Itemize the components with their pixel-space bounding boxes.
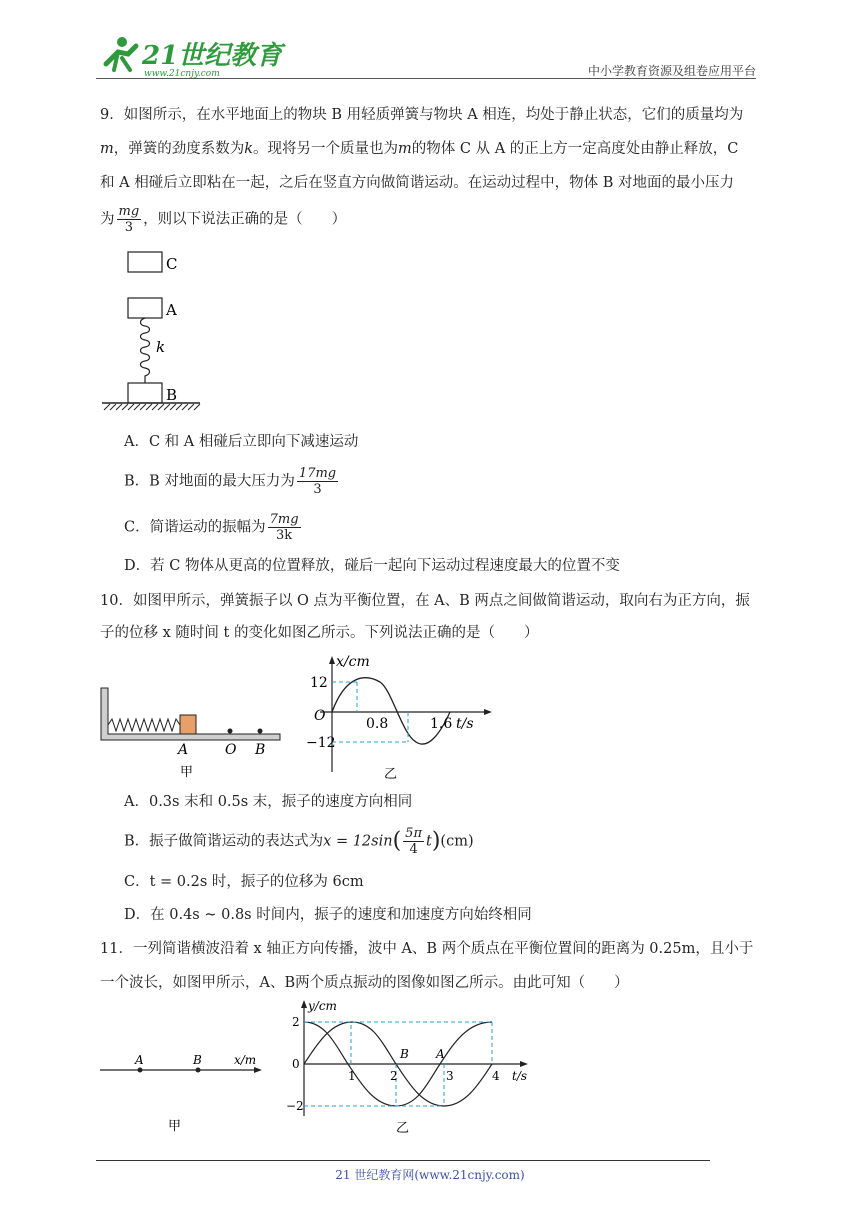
svg-text:1.6: 1.6 <box>430 716 453 732</box>
q10-option-b[interactable]: B．振子做简谐运动的表达式为x = 12sin( $\frac{5\pi}{4}$ t)(cm) <box>124 826 474 857</box>
q9-label-c: C <box>166 255 178 273</box>
q10-spring-oscillator-figure <box>98 680 288 784</box>
logo-text: 21世纪教育 <box>142 41 283 71</box>
svg-text:B: B <box>255 742 266 758</box>
q10-spring <box>108 719 180 731</box>
svg-text:−12: −12 <box>306 735 336 751</box>
footer-divider <box>96 1160 710 1161</box>
q10-option-c[interactable]: C．t = 0.2s 时，振子的位移为 6cm <box>124 874 364 890</box>
svg-text:x/m: x/m <box>234 1053 257 1067</box>
q9-spring-block-figure <box>98 248 208 418</box>
svg-text:B: B <box>400 1047 409 1061</box>
q9-line-2: m，弹簧的劲度系数为k。现将另一个质量也为m的物体 C 从 A 的正上方一定高度处由静止释放，C <box>100 141 739 157</box>
footer-site-link[interactable]: 21 世纪教育网(www.21cnjy.com) <box>335 1168 525 1182</box>
svg-text:0.8: 0.8 <box>366 716 389 732</box>
svg-text:A: A <box>436 1047 445 1061</box>
svg-text:0: 0 <box>292 1057 300 1071</box>
q11-wave-axis-figure <box>98 1050 268 1136</box>
q9-label-k: k <box>156 338 166 356</box>
q10-option-d[interactable]: D．在 0.4s ~ 0.8s 时间内，振子的速度和加速度方向始终相同 <box>124 907 532 923</box>
q10-line-2: 子的位移 x 随时间 t 的变化如图乙所示。下列说法正确的是（ ） <box>100 625 539 641</box>
q9-option-d[interactable]: D．若 C 物体从更高的位置释放，碰后一起向下运动过程速度最大的位置不变 <box>124 558 620 574</box>
svg-text:−2: −2 <box>286 1099 304 1113</box>
svg-text:O: O <box>225 742 237 758</box>
q9-option-c[interactable]: C．简谐运动的振幅为 $\frac{7mg}{3k}$ <box>124 512 299 543</box>
q9-option-a[interactable]: A．C 和 A 相碰后立即向下减速运动 <box>124 434 359 450</box>
q10-sine-curve <box>332 678 453 744</box>
q11-vibration-graph <box>286 996 536 1138</box>
logo-url: www.21cnjy.com <box>144 69 220 79</box>
q11-caption-jia: 甲 <box>168 1119 182 1134</box>
svg-text:3: 3 <box>446 1069 454 1083</box>
q9-line-4: 为 $\frac{mg}{3}$ ，则以下说法正确的是（ ） <box>100 204 347 235</box>
q9-spring <box>141 318 150 383</box>
svg-text:12: 12 <box>310 675 328 691</box>
q11-line-2: 一个波长，如图甲所示，A、B两个质点振动的图像如图乙所示。由此可知（ ） <box>100 975 629 991</box>
q10-block <box>180 715 196 734</box>
runner-logo-icon <box>96 34 283 80</box>
site-logo[interactable] <box>96 34 283 80</box>
svg-text:2: 2 <box>390 1069 398 1083</box>
svg-text:y/cm: y/cm <box>308 999 337 1013</box>
q10-caption-yi: 乙 <box>384 767 398 782</box>
q9-option-b[interactable]: B．B 对地面的最大压力为 $\frac{17mg}{3}$ <box>124 466 337 497</box>
q11-caption-yi: 乙 <box>396 1121 410 1136</box>
header-divider <box>96 78 756 79</box>
q10-displacement-graph <box>306 654 516 784</box>
q11-line-1: 11．一列简谐横波沿着 x 轴正方向传播，波中 A、B 两个质点在平衡位置间的距离为 0.25m，且小于 <box>100 941 754 957</box>
q9-min-force-fraction: $\frac{mg}{3}$ <box>118 204 140 235</box>
q9-label-b: B <box>166 386 178 404</box>
svg-text:t/s: t/s <box>512 1069 528 1083</box>
svg-text:B: B <box>193 1053 202 1067</box>
q9-m-symbol: m <box>100 141 114 157</box>
platform-name: 中小学教育资源及组卷应用平台 <box>587 64 756 78</box>
q9-line-1: 9．如图所示，在水平地面上的物块 B 用轻质弹簧与物块 A 相连，均处于静止状态，它们的质量均为 <box>100 107 744 123</box>
svg-text:1: 1 <box>348 1069 356 1083</box>
svg-text:x/cm: x/cm <box>336 654 370 670</box>
q10-line-1: 10．如图甲所示，弹簧振子以 O 点为平衡位置，在 A、B 两点之间做简谐运动，取向右为正方向，振 <box>100 593 750 609</box>
q9-label-a: A <box>166 301 177 319</box>
q10-caption-jia: 甲 <box>180 765 194 780</box>
svg-text:2: 2 <box>292 1015 300 1029</box>
svg-text:O: O <box>314 708 326 724</box>
q9-line-3: 和 A 相碰后立即粘在一起，之后在竖直方向做简谐运动。在运动过程中，物体 B 对地面的最小压力 <box>100 175 735 191</box>
svg-text:A: A <box>178 742 189 758</box>
svg-text:A: A <box>135 1053 144 1067</box>
svg-text:t/s: t/s <box>456 716 474 732</box>
svg-text:4: 4 <box>492 1069 500 1083</box>
q10-option-a[interactable]: A．0.3s 末和 0.5s 末，振子的速度方向相同 <box>124 794 413 810</box>
